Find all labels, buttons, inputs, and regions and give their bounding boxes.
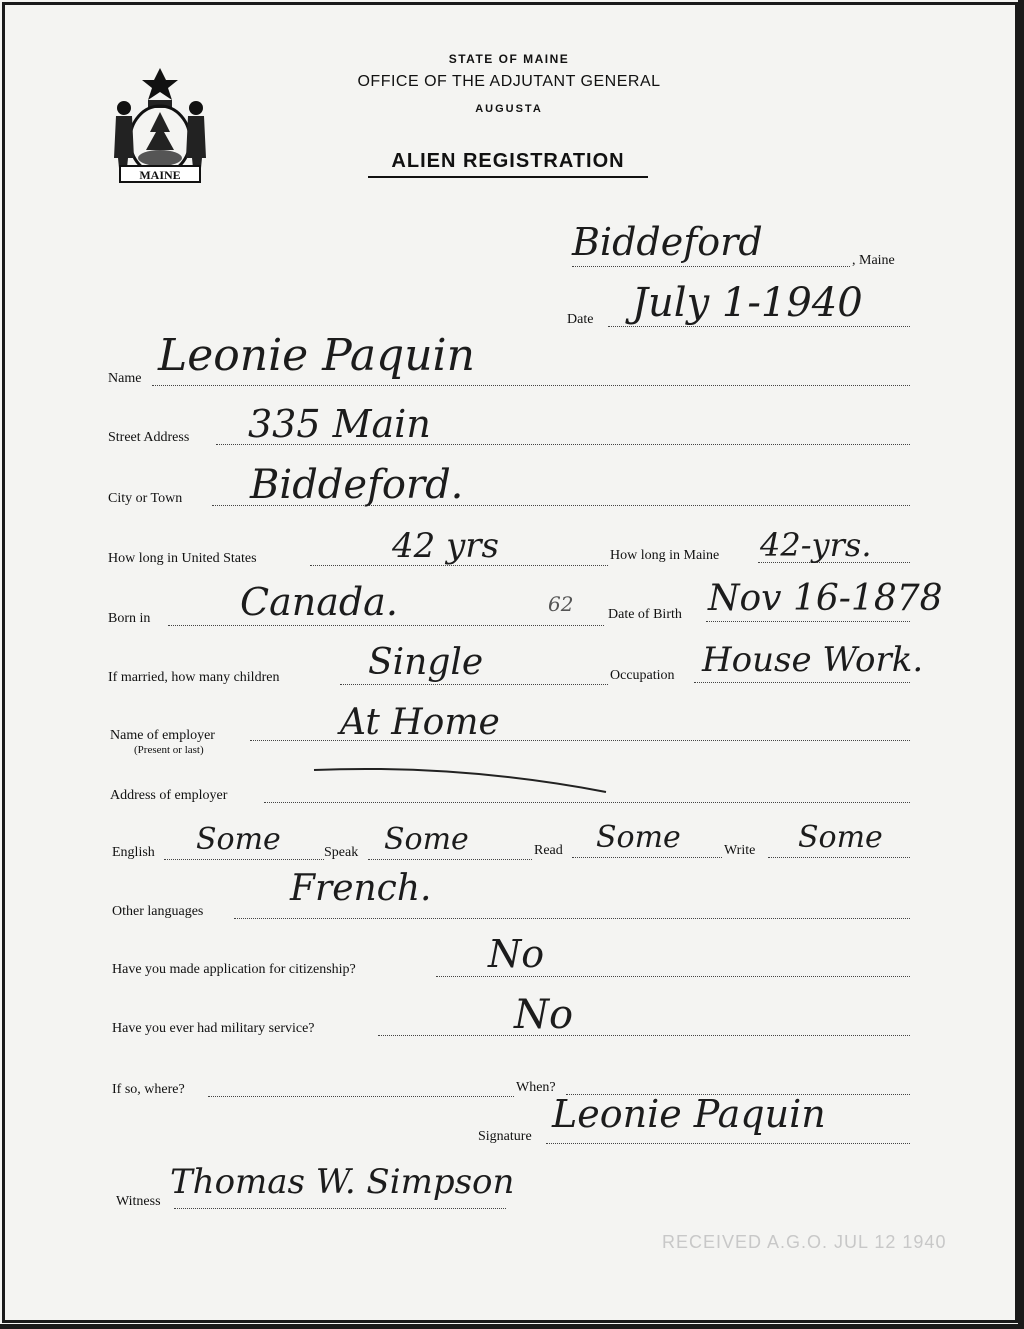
age-note-value: 62 bbox=[548, 592, 574, 616]
date-of-birth-value: Nov 16-1878 bbox=[708, 578, 943, 619]
date-value: July 1-1940 bbox=[632, 280, 863, 326]
street-address-value: 335 Main bbox=[248, 402, 431, 446]
speak-label: Speak bbox=[324, 845, 359, 860]
town-line bbox=[572, 266, 850, 267]
citizenship-value: No bbox=[488, 932, 545, 976]
read-value: Some bbox=[596, 820, 681, 855]
military-value: No bbox=[514, 992, 574, 1038]
date-of-birth-line bbox=[706, 621, 910, 622]
street-address-label: Street Address bbox=[108, 430, 190, 445]
children-label: If married, how many children bbox=[108, 670, 280, 685]
born-in-value: Canada. bbox=[240, 580, 398, 624]
occupation-line bbox=[694, 682, 910, 683]
name-value: Leonie Paquin bbox=[158, 330, 475, 381]
witness-line bbox=[174, 1208, 506, 1209]
employer-address-line bbox=[264, 802, 910, 803]
how-long-us-label: How long in United States bbox=[108, 551, 257, 566]
children-line bbox=[340, 684, 608, 685]
other-languages-line bbox=[234, 918, 910, 919]
write-line bbox=[768, 857, 910, 858]
how-long-maine-label: How long in Maine bbox=[610, 548, 720, 563]
town-value: Biddeford bbox=[572, 220, 763, 264]
read-line bbox=[572, 857, 722, 858]
witness-label: Witness bbox=[116, 1194, 161, 1209]
date-line bbox=[608, 326, 910, 327]
employer-address-label: Address of employer bbox=[110, 788, 228, 803]
how-long-maine-value: 42-yrs. bbox=[760, 526, 872, 564]
english-line bbox=[164, 859, 324, 860]
citizenship-label: Have you made application for citizenship? bbox=[112, 962, 356, 977]
other-languages-label: Other languages bbox=[112, 904, 204, 919]
employer-note: (Present or last) bbox=[134, 744, 204, 756]
occupation-label: Occupation bbox=[610, 668, 675, 683]
military-line bbox=[378, 1035, 910, 1036]
employer-label: Name of employer bbox=[110, 728, 215, 743]
scan-edge-right bbox=[1018, 0, 1024, 1329]
when-label: When? bbox=[516, 1080, 556, 1095]
occupation-value: House Work. bbox=[702, 640, 924, 680]
city-value: Biddeford. bbox=[250, 462, 464, 508]
write-value: Some bbox=[798, 820, 883, 855]
date-of-birth-label: Date of Birth bbox=[608, 607, 682, 622]
received-stamp: RECEIVED A.G.O. JUL 12 1940 bbox=[662, 1232, 947, 1252]
where-label: If so, where? bbox=[112, 1082, 185, 1097]
city-label: City or Town bbox=[108, 491, 183, 506]
name-line bbox=[152, 385, 910, 386]
maine-label: , Maine bbox=[852, 253, 895, 268]
header-office: OFFICE OF THE ADJUTANT GENERAL bbox=[357, 73, 661, 90]
children-value: Single bbox=[368, 642, 484, 683]
where-line bbox=[208, 1096, 514, 1097]
seal-scroll-text: MAINE bbox=[139, 168, 181, 182]
born-in-label: Born in bbox=[108, 611, 151, 626]
header-city: AUGUSTA bbox=[475, 103, 543, 115]
speak-line bbox=[368, 859, 532, 860]
read-label: Read bbox=[534, 843, 563, 858]
military-label: Have you ever had military service? bbox=[112, 1021, 315, 1036]
form-title: ALIEN REGISTRATION bbox=[368, 150, 648, 178]
header-state: STATE OF MAINE bbox=[448, 52, 570, 66]
citizenship-line bbox=[436, 976, 910, 977]
date-label: Date bbox=[567, 312, 594, 327]
other-languages-value: French. bbox=[290, 868, 432, 909]
write-label: Write bbox=[724, 843, 756, 858]
english-value: Some bbox=[196, 822, 281, 857]
how-long-us-value: 42 yrs bbox=[392, 526, 499, 566]
employer-value: At Home bbox=[340, 702, 500, 743]
scan-edge-bottom bbox=[0, 1324, 1024, 1329]
english-label: English bbox=[112, 845, 155, 860]
born-in-line bbox=[168, 625, 604, 626]
witness-value: Thomas W. Simpson bbox=[170, 1162, 515, 1202]
signature-value: Leonie Paquin bbox=[552, 1092, 826, 1136]
speak-value: Some bbox=[384, 822, 469, 857]
name-label: Name bbox=[108, 371, 142, 386]
employer-address-dash-stroke bbox=[310, 762, 610, 802]
signature-line bbox=[546, 1143, 910, 1144]
signature-label: Signature bbox=[478, 1129, 532, 1144]
